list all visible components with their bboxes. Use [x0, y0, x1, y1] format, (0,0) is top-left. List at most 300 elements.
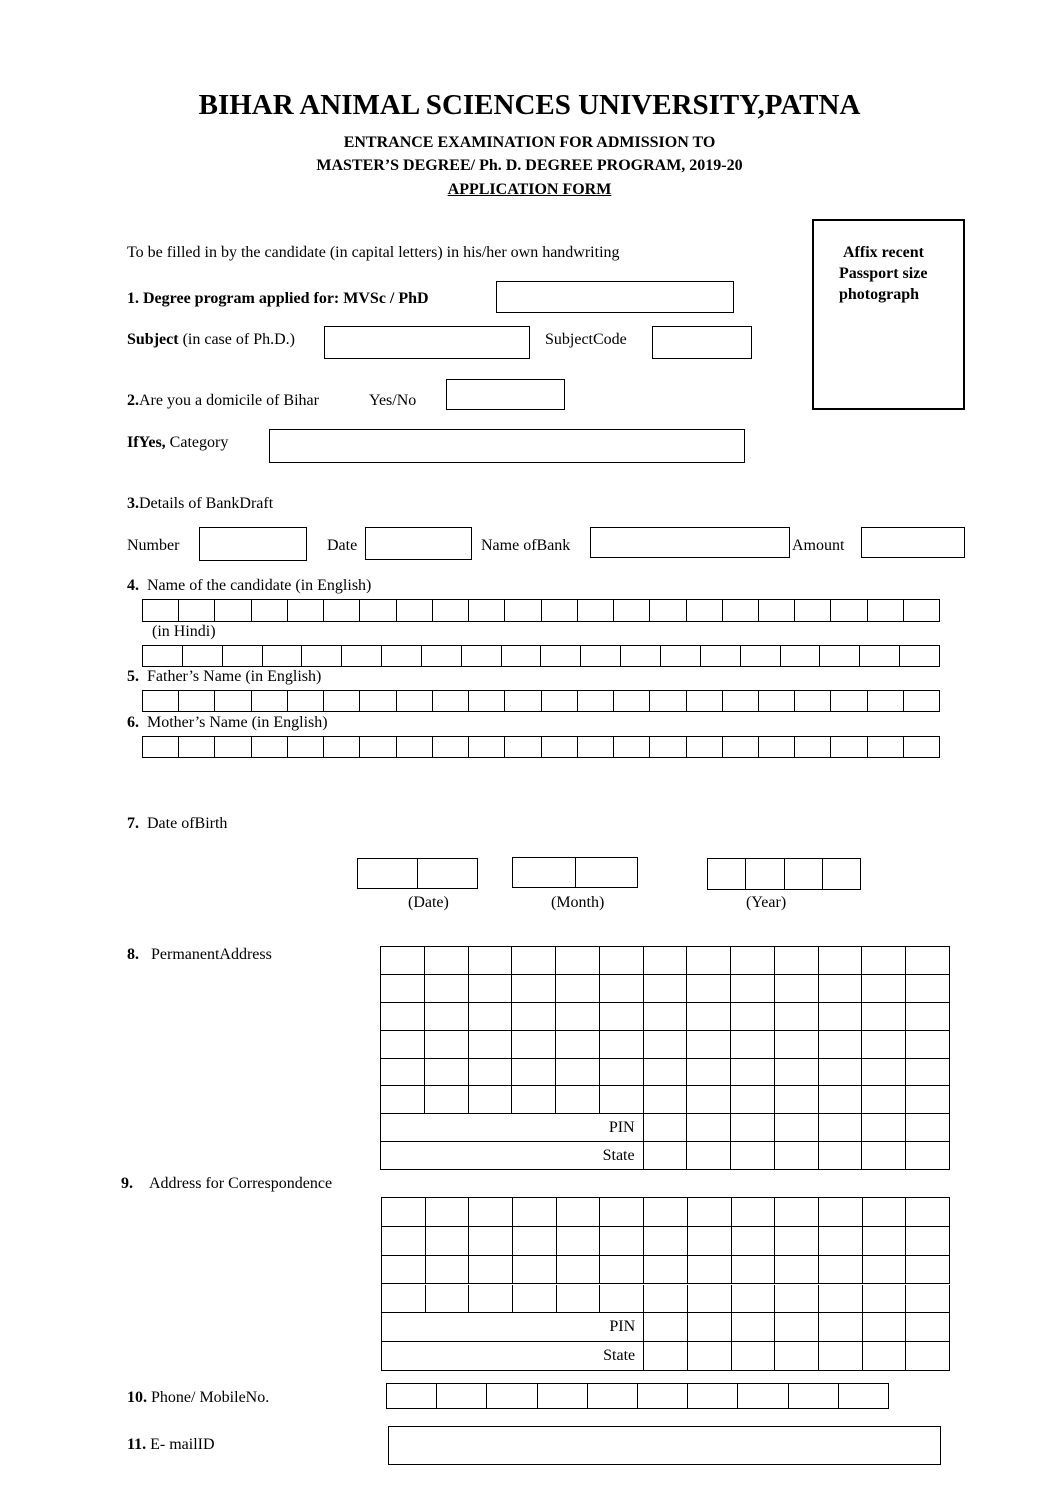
- address-char-box[interactable]: [469, 1227, 513, 1256]
- char-box[interactable]: [745, 859, 783, 889]
- char-box[interactable]: [178, 737, 214, 757]
- char-box[interactable]: [287, 600, 323, 621]
- address-char-box[interactable]: [557, 1198, 601, 1227]
- char-box[interactable]: [537, 1384, 587, 1408]
- address-char-box[interactable]: [687, 947, 731, 975]
- state-char-box[interactable]: [863, 1342, 907, 1371]
- address-char-box[interactable]: [731, 975, 775, 1003]
- address-char-box[interactable]: [600, 1256, 644, 1285]
- dob-year-boxes[interactable]: [707, 858, 861, 890]
- address-char-box[interactable]: [688, 1198, 732, 1227]
- address-char-box[interactable]: [512, 975, 556, 1003]
- address-char-box[interactable]: [557, 1227, 601, 1256]
- char-box[interactable]: [251, 691, 287, 711]
- address-char-box[interactable]: [863, 1227, 907, 1256]
- address-char-box[interactable]: [862, 1059, 906, 1087]
- address-char-box[interactable]: [775, 1059, 819, 1087]
- char-box[interactable]: [758, 600, 794, 621]
- address-char-box[interactable]: [512, 1086, 556, 1114]
- char-box[interactable]: [143, 737, 178, 757]
- char-box[interactable]: [580, 646, 620, 666]
- address-char-box[interactable]: [556, 1031, 600, 1059]
- address-char-box[interactable]: [469, 947, 513, 975]
- pin-char-box[interactable]: [775, 1313, 819, 1342]
- address-char-box[interactable]: [731, 1059, 775, 1087]
- char-box[interactable]: [381, 646, 421, 666]
- state-char-box[interactable]: [819, 1342, 863, 1371]
- address-char-box[interactable]: [556, 1003, 600, 1031]
- state-char-box[interactable]: [687, 1142, 731, 1170]
- address-char-box[interactable]: [687, 1031, 731, 1059]
- char-box[interactable]: [575, 858, 638, 887]
- char-box[interactable]: [867, 691, 903, 711]
- char-box[interactable]: [417, 859, 477, 888]
- address-char-box[interactable]: [512, 1059, 556, 1087]
- address-char-box[interactable]: [863, 1198, 907, 1227]
- char-box[interactable]: [700, 646, 740, 666]
- state-char-box[interactable]: [775, 1342, 819, 1371]
- address-char-box[interactable]: [775, 1198, 819, 1227]
- char-box[interactable]: [740, 646, 780, 666]
- char-box[interactable]: [359, 737, 395, 757]
- instruction-text: To be filled in by the candidate (in capital letters) in his/her own handwriting: [127, 244, 620, 261]
- address-char-box[interactable]: [512, 1031, 556, 1059]
- dd-date-field[interactable]: [365, 527, 472, 560]
- char-box[interactable]: [421, 646, 461, 666]
- address-char-box[interactable]: [512, 947, 556, 975]
- char-box[interactable]: [867, 737, 903, 757]
- address-char-box[interactable]: [644, 1227, 688, 1256]
- char-box[interactable]: [143, 691, 178, 711]
- address-char-box[interactable]: [644, 947, 688, 975]
- address-char-box[interactable]: [732, 1256, 776, 1285]
- char-box[interactable]: [323, 691, 359, 711]
- char-box[interactable]: [758, 737, 794, 757]
- address-char-box[interactable]: [426, 1227, 470, 1256]
- address-char-box[interactable]: [556, 947, 600, 975]
- char-box[interactable]: [903, 737, 939, 757]
- state-char-box[interactable]: [906, 1342, 950, 1371]
- dob-year-caption: (Year): [746, 894, 787, 911]
- char-box[interactable]: [587, 1384, 637, 1408]
- char-box[interactable]: [461, 646, 501, 666]
- char-box[interactable]: [577, 691, 613, 711]
- address-char-box[interactable]: [732, 1198, 776, 1227]
- char-box[interactable]: [613, 691, 649, 711]
- address-char-box[interactable]: [819, 1003, 863, 1031]
- address-char-box[interactable]: [469, 1198, 513, 1227]
- char-box[interactable]: [722, 691, 758, 711]
- pin-char-box[interactable]: [687, 1114, 731, 1142]
- char-box[interactable]: [143, 600, 178, 621]
- pin-char-box[interactable]: [862, 1114, 906, 1142]
- char-box[interactable]: [222, 646, 262, 666]
- address-char-box[interactable]: [425, 1086, 469, 1114]
- char-box[interactable]: [341, 646, 381, 666]
- address-char-box[interactable]: [381, 1031, 425, 1059]
- address-char-box[interactable]: [644, 1031, 688, 1059]
- email-field[interactable]: [388, 1426, 941, 1465]
- category-label-rest: Category: [165, 434, 229, 451]
- char-box[interactable]: [830, 600, 866, 621]
- char-box[interactable]: [577, 600, 613, 621]
- address-char-box[interactable]: [426, 1256, 470, 1285]
- char-box[interactable]: [287, 737, 323, 757]
- pin-char-box[interactable]: [688, 1313, 732, 1342]
- address-char-box[interactable]: [732, 1285, 776, 1314]
- address-char-box[interactable]: [775, 1003, 819, 1031]
- father-name-boxes[interactable]: [142, 690, 940, 712]
- address-char-box[interactable]: [425, 947, 469, 975]
- q11-number: 11.: [127, 1436, 147, 1453]
- address-char-box[interactable]: [731, 1003, 775, 1031]
- char-box[interactable]: [758, 691, 794, 711]
- char-box[interactable]: [301, 646, 341, 666]
- char-box[interactable]: [540, 646, 580, 666]
- char-box[interactable]: [722, 600, 758, 621]
- photo-box[interactable]: [812, 219, 965, 410]
- address-char-box[interactable]: [513, 1227, 557, 1256]
- address-char-box[interactable]: [381, 975, 425, 1003]
- address-char-box[interactable]: [688, 1285, 732, 1314]
- address-char-box[interactable]: [819, 1256, 863, 1285]
- char-box[interactable]: [899, 646, 939, 666]
- address-char-box[interactable]: [819, 947, 863, 975]
- address-char-box[interactable]: [600, 1227, 644, 1256]
- char-box[interactable]: [686, 691, 722, 711]
- address-char-box[interactable]: [381, 947, 425, 975]
- address-char-box[interactable]: [732, 1227, 776, 1256]
- state-char-box[interactable]: [644, 1142, 688, 1170]
- char-box[interactable]: [143, 646, 182, 666]
- pin-char-box[interactable]: [819, 1114, 863, 1142]
- address-char-box[interactable]: [687, 975, 731, 1003]
- char-box[interactable]: [513, 858, 575, 887]
- address-char-box[interactable]: [426, 1198, 470, 1227]
- address-char-box[interactable]: [644, 1086, 688, 1114]
- char-box[interactable]: [432, 737, 468, 757]
- dd-date-label: Date: [327, 537, 358, 554]
- domicile-field[interactable]: [446, 379, 565, 410]
- pin-char-box[interactable]: [731, 1114, 775, 1142]
- address-char-box[interactable]: [382, 1227, 426, 1256]
- address-char-box[interactable]: [906, 1059, 950, 1087]
- pin-char-box[interactable]: [906, 1114, 950, 1142]
- char-box[interactable]: [178, 691, 214, 711]
- degree-program-field[interactable]: [496, 281, 734, 313]
- q8-text: PermanentAddress: [151, 946, 272, 963]
- address-char-box[interactable]: [381, 1086, 425, 1114]
- address-char-box[interactable]: [513, 1198, 557, 1227]
- address-char-box[interactable]: [557, 1285, 601, 1314]
- char-box[interactable]: [323, 600, 359, 621]
- q5-number: 5.: [127, 668, 139, 685]
- address-char-box[interactable]: [600, 1031, 644, 1059]
- state-label: State: [382, 1342, 644, 1371]
- char-box[interactable]: [468, 737, 504, 757]
- char-box[interactable]: [359, 691, 395, 711]
- address-char-box[interactable]: [906, 1285, 950, 1314]
- char-box[interactable]: [819, 646, 859, 666]
- address-char-box[interactable]: [425, 975, 469, 1003]
- address-char-box[interactable]: [425, 1003, 469, 1031]
- photo-line-3: photograph: [839, 286, 920, 303]
- address-char-box[interactable]: [731, 1031, 775, 1059]
- address-char-box[interactable]: [556, 975, 600, 1003]
- q3-label: [127, 495, 273, 513]
- address-char-box[interactable]: [863, 1285, 907, 1314]
- pin-char-box[interactable]: [906, 1313, 950, 1342]
- address-char-box[interactable]: [775, 1285, 819, 1314]
- address-char-box[interactable]: [775, 947, 819, 975]
- address-char-box[interactable]: [513, 1285, 557, 1314]
- char-box[interactable]: [287, 691, 323, 711]
- char-box[interactable]: [649, 600, 685, 621]
- pin-char-box[interactable]: [732, 1313, 776, 1342]
- address-char-box[interactable]: [687, 1059, 731, 1087]
- address-char-box[interactable]: [600, 1003, 644, 1031]
- correspondence-address-grid[interactable]: [381, 1197, 950, 1371]
- address-char-box[interactable]: [644, 1059, 688, 1087]
- address-char-box[interactable]: [819, 975, 863, 1003]
- address-char-box[interactable]: [819, 1198, 863, 1227]
- pin-label: PIN: [382, 1313, 644, 1342]
- address-char-box[interactable]: [469, 1256, 513, 1285]
- char-box[interactable]: [613, 737, 649, 757]
- address-char-box[interactable]: [469, 1031, 513, 1059]
- char-box[interactable]: [178, 600, 214, 621]
- q2-label: [127, 392, 319, 410]
- address-char-box[interactable]: [469, 1059, 513, 1087]
- address-char-box[interactable]: [381, 1003, 425, 1031]
- name-hindi-boxes[interactable]: [142, 645, 940, 667]
- char-box[interactable]: [613, 600, 649, 621]
- category-field[interactable]: [269, 429, 745, 463]
- address-char-box[interactable]: [513, 1256, 557, 1285]
- char-box[interactable]: [262, 646, 302, 666]
- address-char-box[interactable]: [819, 1285, 863, 1314]
- address-char-box[interactable]: [688, 1227, 732, 1256]
- state-char-box[interactable]: [732, 1342, 776, 1371]
- dob-date-boxes[interactable]: [357, 858, 478, 889]
- char-box[interactable]: [637, 1384, 687, 1408]
- address-char-box[interactable]: [906, 975, 950, 1003]
- address-char-box[interactable]: [687, 1003, 731, 1031]
- mother-name-boxes[interactable]: [142, 736, 940, 758]
- address-char-box[interactable]: [775, 1256, 819, 1285]
- char-box[interactable]: [504, 691, 540, 711]
- address-char-box[interactable]: [819, 1059, 863, 1087]
- q10-number: 10.: [127, 1389, 147, 1406]
- char-box[interactable]: [737, 1384, 787, 1408]
- address-char-box[interactable]: [862, 947, 906, 975]
- address-char-box[interactable]: [906, 1031, 950, 1059]
- address-char-box[interactable]: [381, 1059, 425, 1087]
- pin-char-box[interactable]: [863, 1313, 907, 1342]
- address-char-box[interactable]: [382, 1285, 426, 1314]
- char-box[interactable]: [182, 646, 222, 666]
- phone-boxes[interactable]: [386, 1383, 889, 1409]
- char-box[interactable]: [649, 691, 685, 711]
- char-box[interactable]: [687, 1384, 737, 1408]
- char-box[interactable]: [436, 1384, 486, 1408]
- address-char-box[interactable]: [775, 1031, 819, 1059]
- address-char-box[interactable]: [906, 1003, 950, 1031]
- address-char-box[interactable]: [906, 1227, 950, 1256]
- name-english-boxes[interactable]: [142, 599, 940, 622]
- char-box[interactable]: [486, 1384, 536, 1408]
- address-char-box[interactable]: [775, 975, 819, 1003]
- address-char-box[interactable]: [906, 1198, 950, 1227]
- subject-field[interactable]: [324, 326, 530, 359]
- char-box[interactable]: [830, 737, 866, 757]
- address-char-box[interactable]: [556, 1059, 600, 1087]
- state-char-box[interactable]: [688, 1342, 732, 1371]
- char-box[interactable]: [432, 691, 468, 711]
- address-char-box[interactable]: [862, 1031, 906, 1059]
- address-char-box[interactable]: [600, 1285, 644, 1314]
- char-box[interactable]: [214, 737, 250, 757]
- char-box[interactable]: [784, 859, 822, 889]
- dd-amount-field[interactable]: [861, 527, 965, 558]
- subject-label: [127, 331, 295, 349]
- q11-text: E- mailID: [146, 1436, 215, 1453]
- char-box[interactable]: [780, 646, 820, 666]
- char-box[interactable]: [504, 600, 540, 621]
- address-char-box[interactable]: [556, 1086, 600, 1114]
- address-char-box[interactable]: [425, 1031, 469, 1059]
- address-char-box[interactable]: [863, 1256, 907, 1285]
- char-box[interactable]: [504, 737, 540, 757]
- category-label: [127, 434, 228, 452]
- subject-label-bold: Subject: [127, 331, 179, 348]
- address-char-box[interactable]: [775, 1086, 819, 1114]
- address-char-box[interactable]: [775, 1227, 819, 1256]
- char-box[interactable]: [468, 691, 504, 711]
- address-char-box[interactable]: [512, 1003, 556, 1031]
- address-char-box[interactable]: [688, 1256, 732, 1285]
- address-char-box[interactable]: [644, 1003, 688, 1031]
- permanent-address-grid[interactable]: [380, 946, 950, 1170]
- address-char-box[interactable]: [469, 1285, 513, 1314]
- address-char-box[interactable]: [426, 1285, 470, 1314]
- char-box[interactable]: [903, 600, 939, 621]
- char-box[interactable]: [830, 691, 866, 711]
- char-box[interactable]: [903, 691, 939, 711]
- address-char-box[interactable]: [382, 1256, 426, 1285]
- char-box[interactable]: [722, 737, 758, 757]
- address-char-box[interactable]: [425, 1059, 469, 1087]
- address-char-box[interactable]: [862, 1003, 906, 1031]
- char-box[interactable]: [686, 600, 722, 621]
- pin-char-box[interactable]: [644, 1114, 688, 1142]
- state-char-box[interactable]: [731, 1142, 775, 1170]
- address-char-box[interactable]: [862, 975, 906, 1003]
- subject-code-field[interactable]: [652, 326, 752, 359]
- address-char-box[interactable]: [644, 975, 688, 1003]
- char-box[interactable]: [794, 691, 830, 711]
- address-char-box[interactable]: [600, 947, 644, 975]
- address-char-box[interactable]: [382, 1198, 426, 1227]
- address-char-box[interactable]: [731, 1086, 775, 1114]
- pin-char-box[interactable]: [644, 1313, 688, 1342]
- char-box[interactable]: [541, 600, 577, 621]
- char-box[interactable]: [686, 737, 722, 757]
- char-box[interactable]: [822, 859, 860, 889]
- char-box[interactable]: [251, 737, 287, 757]
- state-char-box[interactable]: [644, 1342, 688, 1371]
- char-box[interactable]: [501, 646, 541, 666]
- address-char-box[interactable]: [557, 1256, 601, 1285]
- address-char-box[interactable]: [600, 1198, 644, 1227]
- address-char-box[interactable]: [644, 1198, 688, 1227]
- address-char-box[interactable]: [906, 1086, 950, 1114]
- char-box[interactable]: [788, 1384, 838, 1408]
- pin-char-box[interactable]: [819, 1313, 863, 1342]
- pin-char-box[interactable]: [775, 1114, 819, 1142]
- char-box[interactable]: [358, 859, 417, 888]
- char-box[interactable]: [541, 737, 577, 757]
- char-box[interactable]: [432, 600, 468, 621]
- char-box[interactable]: [838, 1384, 888, 1408]
- address-char-box[interactable]: [819, 1031, 863, 1059]
- dd-bank-field[interactable]: [590, 527, 790, 558]
- address-char-box[interactable]: [644, 1256, 688, 1285]
- char-box[interactable]: [620, 646, 660, 666]
- char-box[interactable]: [396, 691, 432, 711]
- dob-month-boxes[interactable]: [512, 857, 638, 888]
- char-box[interactable]: [708, 859, 745, 889]
- address-char-box[interactable]: [600, 975, 644, 1003]
- char-box[interactable]: [251, 600, 287, 621]
- char-box[interactable]: [214, 691, 250, 711]
- dd-number-field[interactable]: [199, 527, 307, 561]
- char-box[interactable]: [359, 600, 395, 621]
- address-char-box[interactable]: [819, 1086, 863, 1114]
- char-box[interactable]: [859, 646, 899, 666]
- address-char-box[interactable]: [906, 947, 950, 975]
- state-char-box[interactable]: [775, 1142, 819, 1170]
- address-char-box[interactable]: [469, 1003, 513, 1031]
- char-box[interactable]: [794, 737, 830, 757]
- char-box[interactable]: [387, 1384, 436, 1408]
- char-box[interactable]: [649, 737, 685, 757]
- char-box[interactable]: [396, 737, 432, 757]
- char-box[interactable]: [794, 600, 830, 621]
- address-char-box[interactable]: [644, 1285, 688, 1314]
- address-char-box[interactable]: [600, 1086, 644, 1114]
- char-box[interactable]: [577, 737, 613, 757]
- address-char-box[interactable]: [687, 1086, 731, 1114]
- char-box[interactable]: [867, 600, 903, 621]
- address-char-box[interactable]: [731, 947, 775, 975]
- address-char-box[interactable]: [600, 1059, 644, 1087]
- char-box[interactable]: [396, 600, 432, 621]
- char-box[interactable]: [323, 737, 359, 757]
- char-box[interactable]: [214, 600, 250, 621]
- state-char-box[interactable]: [862, 1142, 906, 1170]
- address-char-box[interactable]: [469, 1086, 513, 1114]
- state-char-box[interactable]: [906, 1142, 950, 1170]
- address-char-box[interactable]: [906, 1256, 950, 1285]
- address-char-box[interactable]: [469, 975, 513, 1003]
- address-char-box[interactable]: [819, 1227, 863, 1256]
- char-box[interactable]: [541, 691, 577, 711]
- char-box[interactable]: [660, 646, 700, 666]
- state-char-box[interactable]: [819, 1142, 863, 1170]
- char-box[interactable]: [468, 600, 504, 621]
- address-char-box[interactable]: [862, 1086, 906, 1114]
